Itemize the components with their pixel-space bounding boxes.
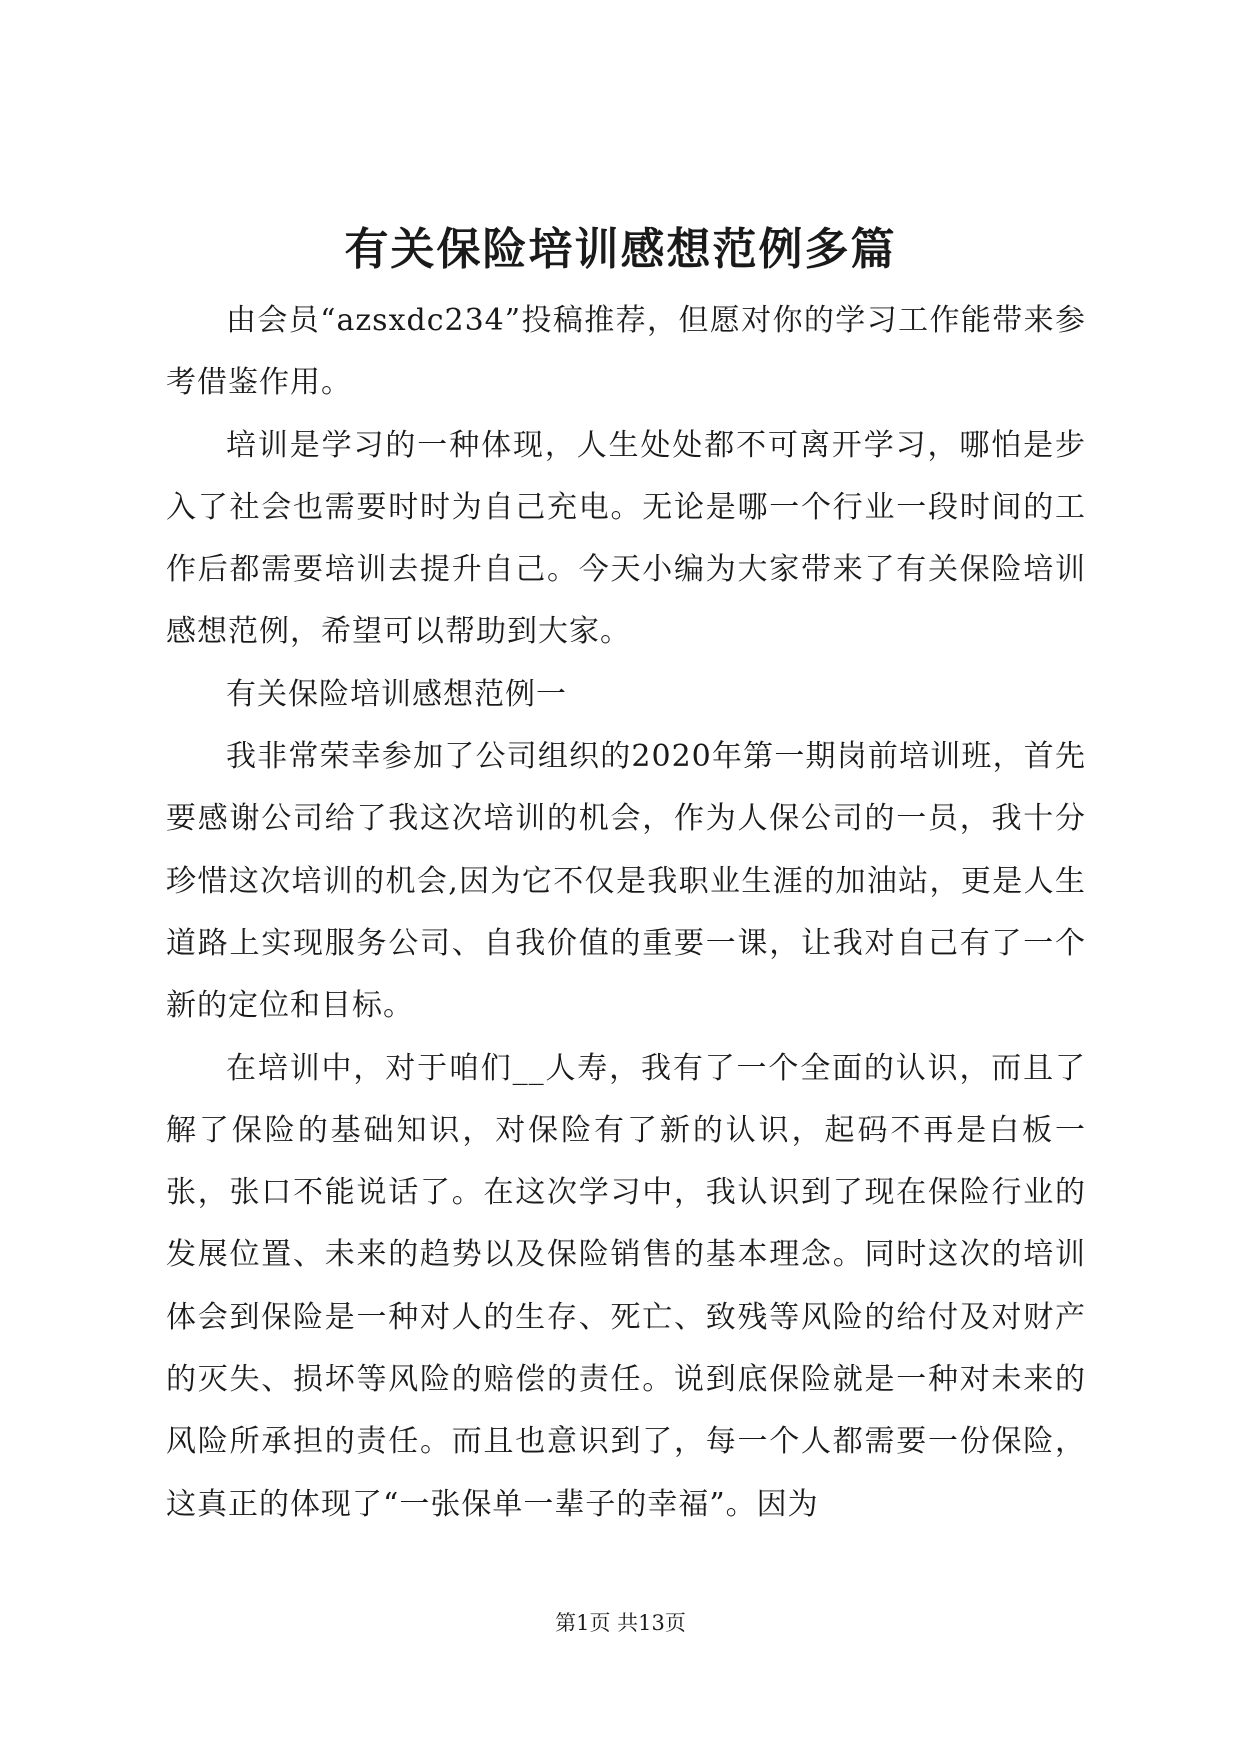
paragraph-gratitude: 我非常荣幸参加了公司组织的2020年第一期岗前培训班，首先要感谢公司给了我这次培训的机会，作为人保公司的一员，我十分珍惜这次培训的机会,因为它不仅是我职业生涯的加油站，更是人生道路上实现服务公司、自我价值的重要一课，让我对自己有了一个新的定位和目标。 — [166, 739, 1086, 1024]
document-body — [166, 290, 1086, 1536]
section-heading: 有关保险培训感想范例一 — [226, 676, 567, 712]
paragraph-background: 培训是学习的一种体现，人生处处都不可离开学习，哪怕是步入了社会也需要时时为自己充电。无论是哪一个行业一段时间的工作后都需要培训去提升自己。今天小编为大家带来了有关保险培训感想范例，希望可以帮助到大家。 — [166, 427, 1086, 650]
page-number-footer: 第1页 共13页 — [555, 1611, 686, 1635]
paragraph-learning: 在培训中，对于咱们__人寿，我有了一个全面的认识，而且了解了保险的基础知识，对保险有了新的认识，起码不再是白板一张，张口不能说话了。在这次学习中，我认识到了现在保险行业的发展位置、未来的趋势以及保险销售的基本理念。同时这次的培训体会到保险是一种对人的生存、死亡、致残等风险的给付及对财产的灭失、损坏等风险的赔偿的责任。说到底保险就是一种对未来的风险所承担的责任。而且也意识到了，每一个人都需要一份保险，这真正的体现了“一张保单一辈子的幸福”。因为 — [166, 1050, 1086, 1522]
paragraph-intro: 由会员“azsxdc234”投稿推荐，但愿对你的学习工作能带来参考借鉴作用。 — [166, 303, 1086, 401]
document-title: 有关保险培训感想范例多篇 — [344, 224, 897, 275]
